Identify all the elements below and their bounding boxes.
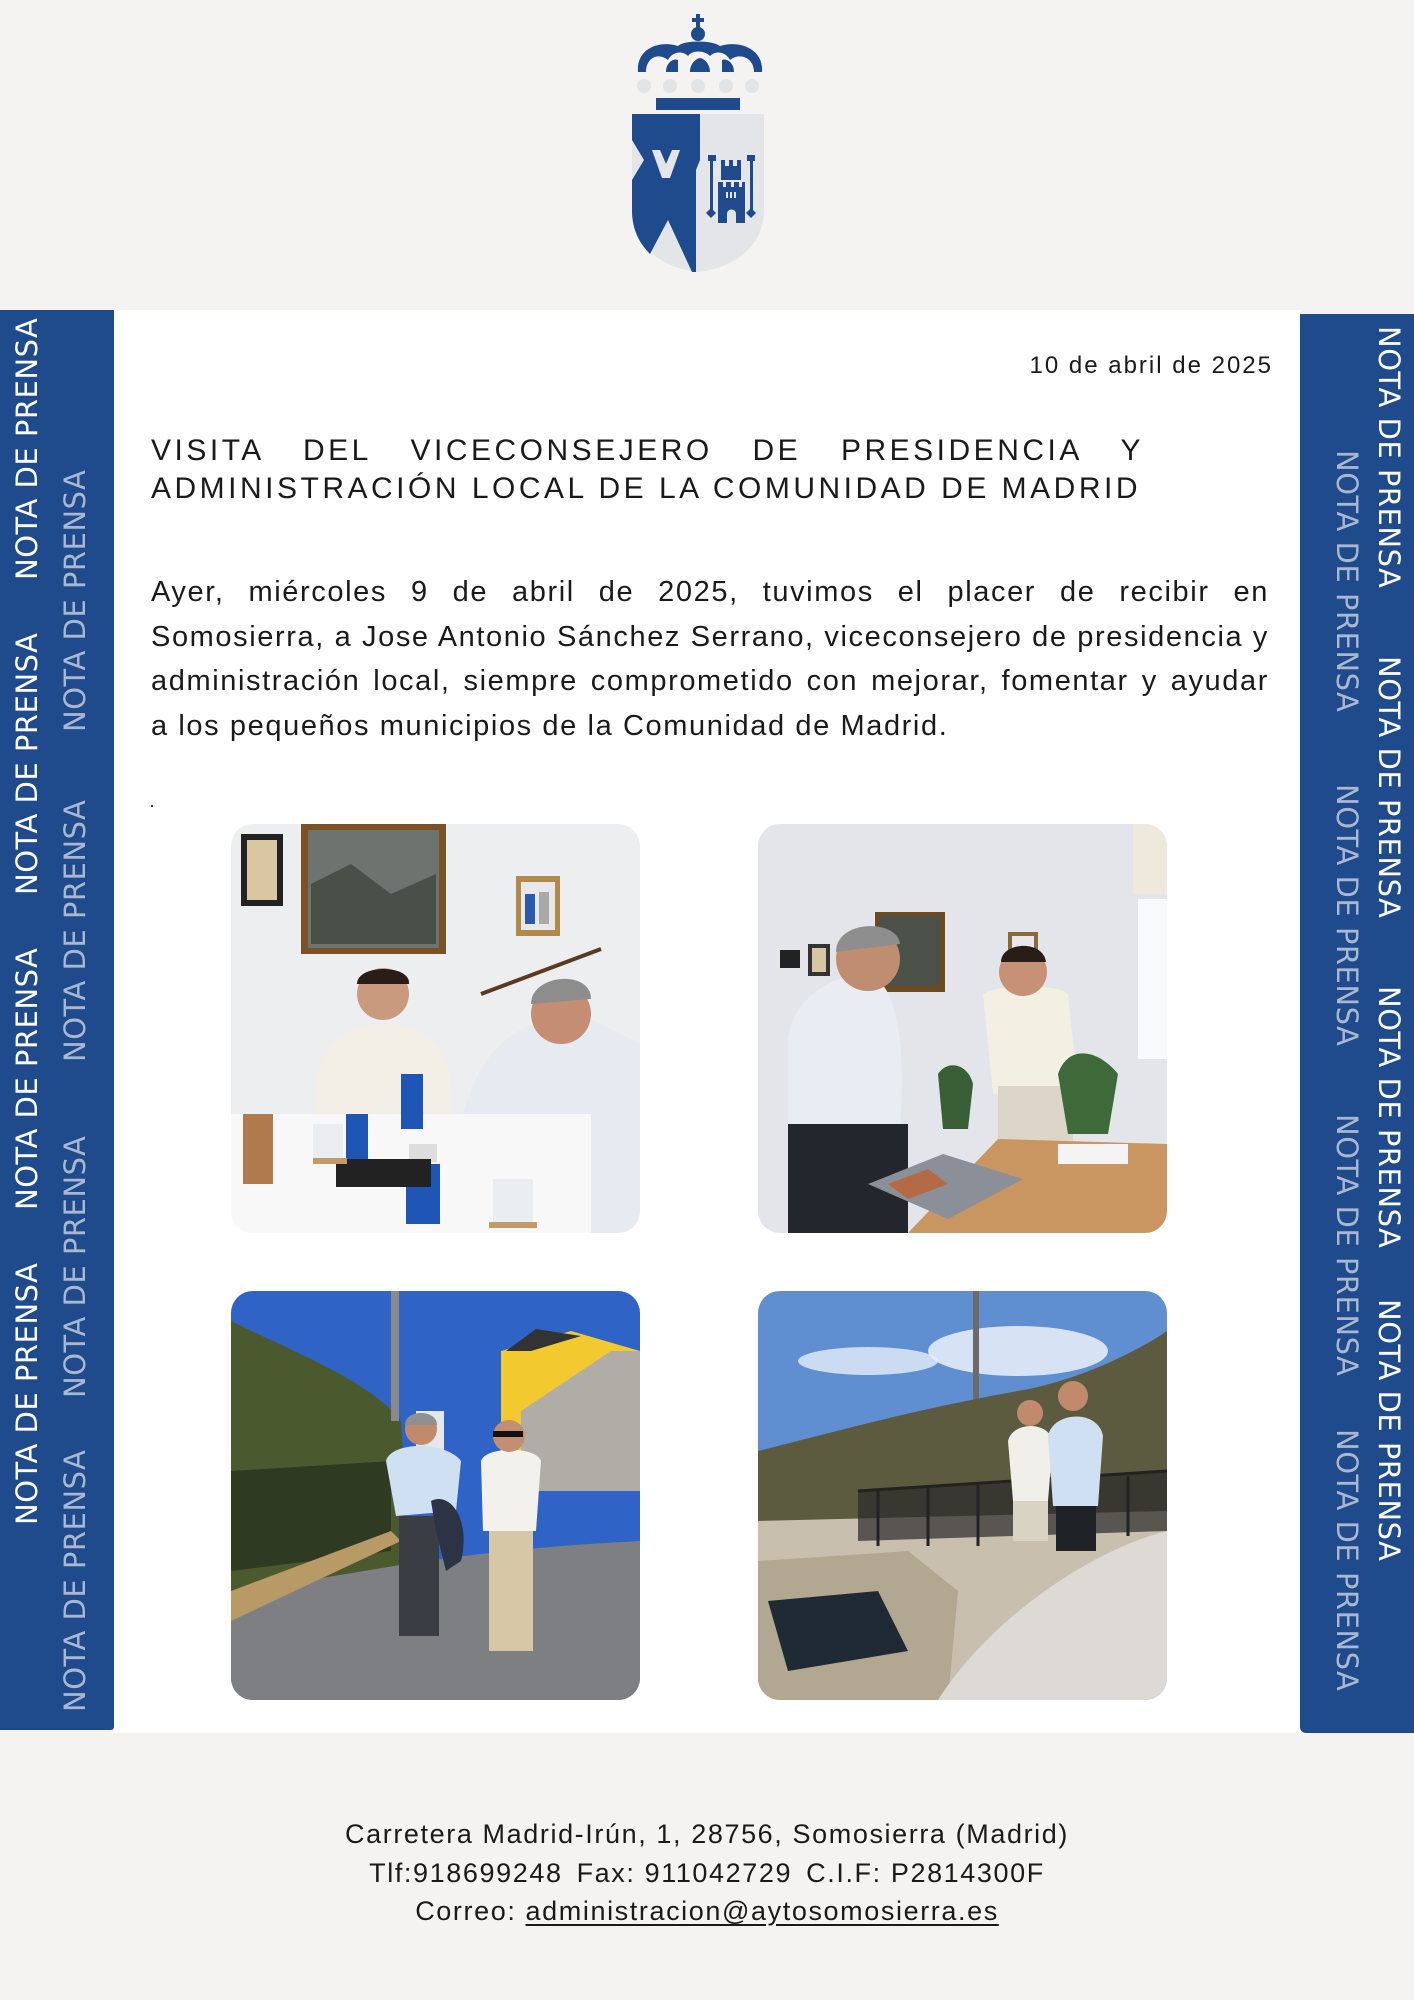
band-label: NOTA DE PRENSA bbox=[10, 1262, 44, 1525]
band-label-soft: NOTA DE PRENSA bbox=[1330, 1429, 1364, 1692]
left-press-band bbox=[0, 310, 114, 1730]
footer-contact bbox=[0, 1815, 1414, 1931]
photo-washhouse-visit bbox=[758, 1291, 1167, 1700]
photo-washhouse-visit-image bbox=[758, 1291, 1167, 1700]
band-label: NOTA DE PRENSA bbox=[1372, 1299, 1406, 1562]
footer-email-link[interactable]: administracion@aytosomosierra.es bbox=[525, 1896, 999, 1926]
band-label-soft: NOTA DE PRENSA bbox=[58, 469, 92, 732]
photo-office-meeting bbox=[231, 824, 640, 1233]
band-label: NOTA DE PRENSA bbox=[10, 317, 44, 580]
band-label-soft: NOTA DE PRENSA bbox=[58, 799, 92, 1062]
photo-office-conversation bbox=[758, 824, 1167, 1233]
press-date: 10 de abril de 2025 bbox=[1029, 352, 1273, 379]
band-label-soft: NOTA DE PRENSA bbox=[1330, 450, 1364, 713]
band-label: NOTA DE PRENSA bbox=[1372, 986, 1406, 1249]
photo-office-conversation-image bbox=[758, 824, 1167, 1233]
right-press-band bbox=[1300, 314, 1414, 1733]
crown-shield-icon bbox=[630, 10, 770, 275]
footer-phone-fax-cif bbox=[0, 1854, 1414, 1893]
footer-fax: Fax: 911042729 bbox=[576, 1857, 793, 1888]
photo-office-meeting-image bbox=[231, 824, 640, 1233]
band-label: NOTA DE PRENSA bbox=[1372, 656, 1406, 919]
band-label-soft: NOTA DE PRENSA bbox=[58, 1449, 92, 1712]
photo-street-walk bbox=[231, 1291, 640, 1700]
press-title: VISITA DEL VICECONSEJERO DE PRESIDENCIA Y ADMINISTRACIÓN LOCAL DE LA COMUNIDAD DE MADRID bbox=[151, 434, 1144, 505]
coat-of-arms-logo bbox=[630, 10, 770, 275]
press-body: Ayer, miércoles 9 de abril de 2025, tuvimos el placer de recibir en Somosierra, a Jose Antonio Sánchez Serrano, viceconsejero de presidencia y administración local, siempre comprometido con mejorar, fomentar y ayudar a los pequeños municipios de la Comunidad de Madrid. bbox=[151, 576, 1269, 742]
band-label-soft: NOTA DE PRENSA bbox=[1330, 784, 1364, 1047]
footer-cif: C.I.F: P2814300F bbox=[806, 1857, 1045, 1888]
band-label: NOTA DE PRENSA bbox=[1372, 326, 1406, 589]
footer-email-label: Correo: bbox=[415, 1896, 526, 1926]
band-label: NOTA DE PRENSA bbox=[10, 632, 44, 895]
stray-dot bbox=[151, 805, 153, 807]
band-label: NOTA DE PRENSA bbox=[10, 947, 44, 1210]
footer-address: Carretera Madrid-Irún, 1, 28756, Somosierra (Madrid) bbox=[345, 1819, 1069, 1849]
footer-email-line bbox=[0, 1892, 1414, 1931]
band-label-soft: NOTA DE PRENSA bbox=[1330, 1114, 1364, 1377]
photo-street-walk-image bbox=[231, 1291, 640, 1700]
footer-phone: Tlf:918699248 bbox=[369, 1857, 563, 1888]
band-label-soft: NOTA DE PRENSA bbox=[58, 1135, 92, 1398]
